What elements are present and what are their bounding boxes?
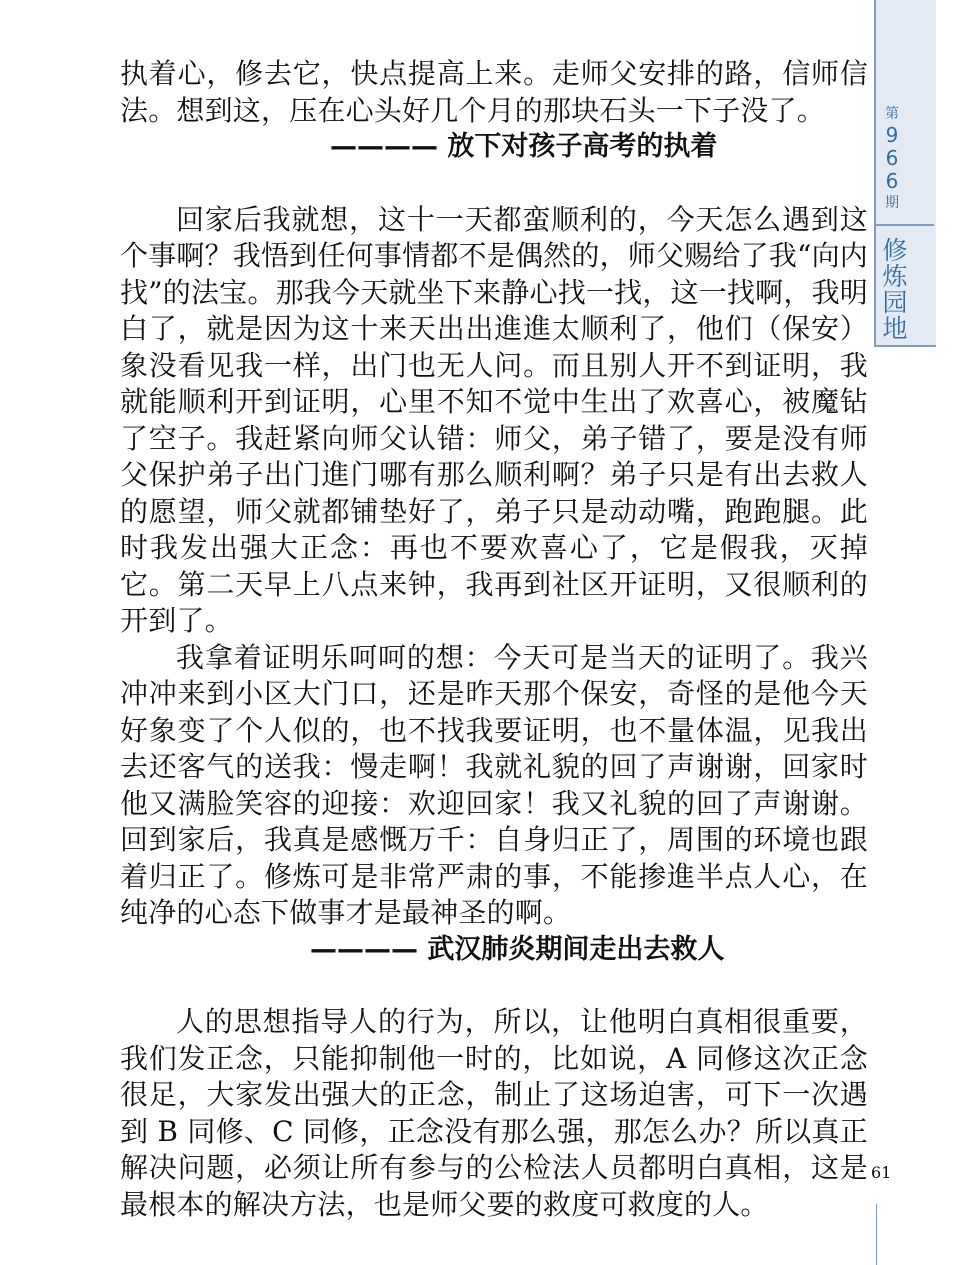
paragraph: 我拿着证明乐呵呵的想：今天可是当天的证明了。我兴冲冲来到小区大门口，还是昨天那个保安，奇怪的是他今天好象变了个人似的，也不找我要证明，也不量体温，见我出去还客气的送我：慢走啊！我就礼貌的回了声谢谢，回家时他又满脸笑容的迎接：欢迎回家！我又礼貌的回了声谢谢。回到家后，我真是感慨万千：自身归正了，周围的环境也跟着归正了。修炼可是非常严肃的事，不能掺進半点人心，在纯净的心态下做事才是最神圣的啊。 [120, 640, 868, 929]
section-name [880, 238, 910, 342]
section-char: 地 [882, 314, 908, 343]
paragraph: 回家后我就想，这十一天都蛮顺利的，今天怎么遇到这个事啊？我悟到任何事情都不是偶然的，师父赐给了我“向内找”的法宝。那我今天就坐下来静心找一找，这一找啊，我明白了，就是因为这十来天出出進進太顺利了，他们（保安）象没看见我一样，出门也无人问。而且别人开不到证明，我就能顺利开到证明，心里不知不觉中生出了欢喜心，被魔钻了空子。我赶紧向师父认错：师父，弟子错了，要是没有师父保护弟子出门進门哪有那么顺利啊？弟子只是有出去救人的愿望，师父就都铺垫好了，弟子只是动动嘴，跑跑腿。此时我发出强大正念：再也不要欢喜心了，它是假我，灭掉它。第二天早上八点来钟，我再到社区开证明，又很顺利的开到了。 [120, 202, 868, 637]
paragraph: 执着心，修去它，快点提高上来。走师父安排的路，信师信法。想到这，压在心头好几个月的那块石头一下子没了。 [120, 57, 868, 127]
section-heading: ———— 武汉肺炎期间走出去救人 [310, 933, 725, 965]
section-char: 园 [882, 288, 908, 317]
page-number: 61 [871, 1163, 892, 1182]
issue-suffix: 期 [885, 195, 899, 211]
sidebar-bottom-rule [874, 345, 936, 347]
section-char: 炼 [882, 262, 908, 291]
issue-digit: 6 [885, 146, 899, 170]
footer-rule [876, 1204, 877, 1265]
paragraph: 人的思想指导人的行为，所以，让他明白真相很重要，我们发正念，只能抑制他一时的，比如说，A 同修这次正念很足，大家发出强大的正念，制止了这场迫害，可下一次遇到 B 同修、C 同修，正念没有那么强，那怎么办？所以真正解决问题，必须让所有参与的公检法人员都明白真相，这是最根本的解决方法，也是师父要的救度可救度的人。 [120, 1005, 868, 1221]
issue-number [876, 104, 908, 213]
section-char: 修 [882, 236, 908, 265]
article-body [120, 56, 868, 1223]
issue-digit: 6 [885, 169, 899, 193]
issue-separator [876, 224, 934, 226]
section-heading: ———— 放下对孩子高考的执着 [330, 131, 718, 162]
issue-digit: 9 [885, 123, 899, 147]
issue-prefix: 第 [885, 106, 899, 122]
